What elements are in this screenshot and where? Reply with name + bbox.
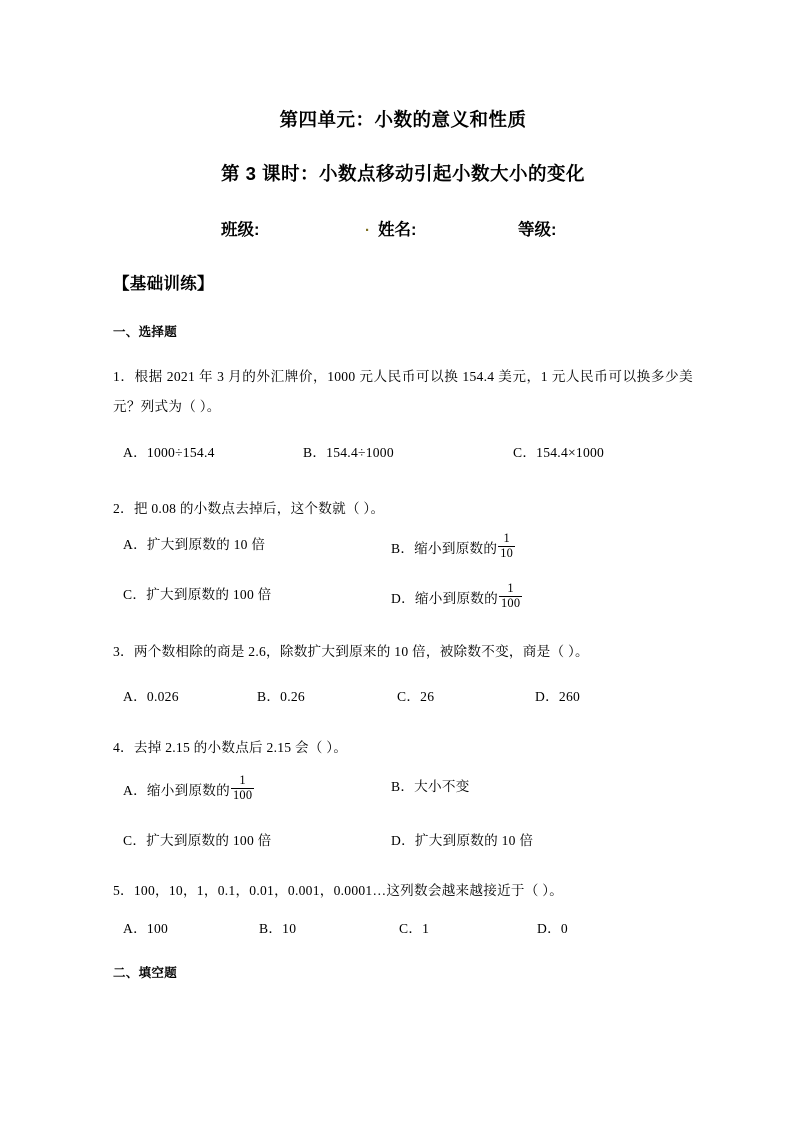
section-heading-fill-in-blank: 二、填空题 (113, 966, 178, 980)
fraction-denominator: 100 (500, 596, 521, 611)
grade-field-label: 等级: (518, 221, 557, 239)
question-1-option-c[interactable]: C．154.4×1000 (513, 445, 605, 460)
question-3-option-b[interactable]: B．0.26 (257, 689, 305, 704)
stray-dot-mark: . (365, 218, 370, 235)
question-4-options-row-2 (113, 828, 693, 856)
question-2-option-d-prefix: D．缩小到原数的 (391, 590, 498, 606)
question-2-option-d[interactable] (391, 583, 523, 611)
question-5-stem: 5．100，10，1，0.1，0.01，0.001，0.0001…这列数会越来越接近于（ ）。 (113, 883, 564, 898)
fraction-denominator: 10 (500, 546, 514, 561)
question-2-options-row-1 (113, 533, 693, 573)
question-4-option-a[interactable] (123, 775, 255, 803)
question-3-option-d[interactable]: D．260 (535, 689, 581, 704)
fraction-one-hundredth (231, 774, 254, 802)
fraction-numerator: 1 (239, 773, 246, 787)
question-2-option-b-prefix: B．缩小到原数的 (391, 540, 498, 556)
question-5-options (113, 916, 693, 944)
class-field-label: 班级: (221, 221, 260, 239)
question-5-option-b[interactable]: B．10 (259, 921, 297, 936)
section-heading-multiple-choice: 一、选择题 (113, 325, 178, 339)
question-1-stem: 1．根据 2021 年 3 月的外汇牌价，1000 元人民币可以换 154.4 美元，1 元人民币可以换多少美元？列式为（ ）。 (113, 369, 693, 414)
fraction-numerator: 1 (503, 531, 510, 545)
question-4-options-row-1 (113, 775, 693, 815)
question-2-option-c[interactable]: C．扩大到原数的 100 倍 (123, 587, 272, 602)
fraction-one-hundredth (499, 582, 522, 610)
question-2-option-a[interactable]: A．扩大到原数的 10 倍 (123, 537, 266, 552)
question-1-option-a[interactable]: A．1000÷154.4 (123, 445, 215, 460)
question-4-option-c[interactable]: C．扩大到原数的 100 倍 (123, 833, 272, 848)
fraction-denominator: 100 (232, 788, 253, 803)
question-4-option-d[interactable]: D．扩大到原数的 10 倍 (391, 833, 534, 848)
section-heading-basic-training: 【基础训练】 (113, 275, 214, 293)
question-3-options (113, 684, 693, 712)
question-5-option-c[interactable]: C．1 (399, 921, 430, 936)
question-3-option-c[interactable]: C．26 (397, 689, 435, 704)
question-4-stem: 4．去掉 2.15 的小数点后 2.15 会（ ）。 (113, 740, 348, 755)
fraction-numerator: 1 (507, 581, 514, 595)
question-5-option-d[interactable]: D．0 (537, 921, 568, 936)
name-field-label: 姓名: (378, 221, 417, 239)
page-title-lesson: 第 3 课时：小数点移动引起小数大小的变化 (220, 163, 586, 184)
question-3-stem: 3．两个数相除的商是 2.6，除数扩大到原来的 10 倍，被除数不变，商是（ ）。 (113, 644, 589, 659)
question-1-options (113, 440, 693, 468)
page-title-unit: 第四单元：小数的意义和性质 (279, 109, 527, 130)
question-2-stem: 2．把 0.08 的小数点去掉后，这个数就（ ）。 (113, 501, 385, 516)
student-info-row (113, 216, 693, 240)
question-2-option-b[interactable] (391, 533, 516, 561)
fraction-one-tenth (498, 532, 515, 560)
question-4-option-a-prefix: A．缩小到原数的 (123, 782, 230, 798)
question-3-option-a[interactable]: A．0.026 (123, 689, 179, 704)
question-2-options-row-2 (113, 583, 693, 623)
question-1-option-b[interactable]: B．154.4÷1000 (303, 445, 394, 460)
question-5-option-a[interactable]: A．100 (123, 921, 169, 936)
question-4-option-b[interactable]: B．大小不变 (391, 779, 470, 794)
